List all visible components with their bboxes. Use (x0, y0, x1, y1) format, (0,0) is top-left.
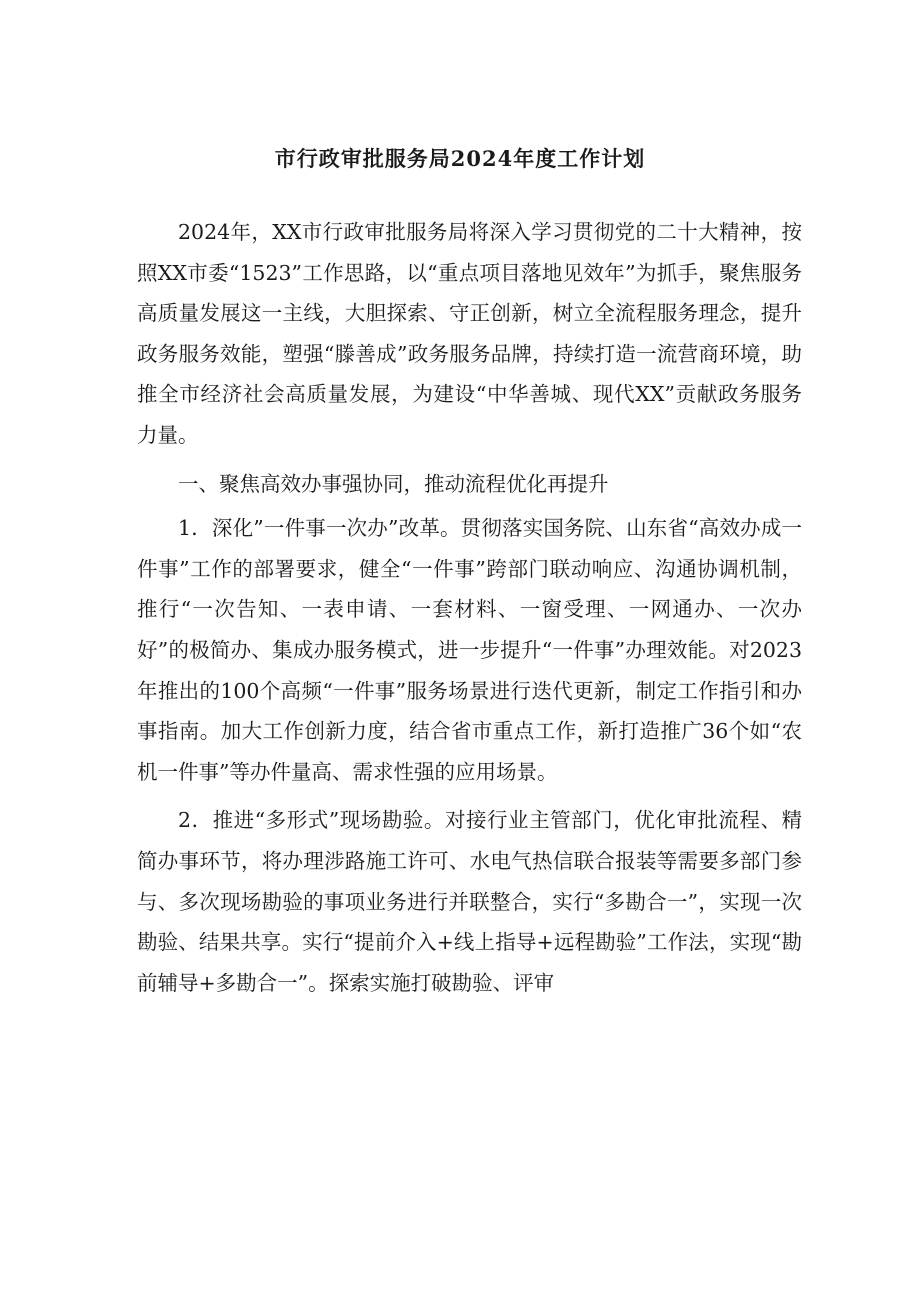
item-1-paragraph: 1．深化”一件事一次办”改革。贯彻落实国务院、山东省“高效办成一件事”工作的部署要求，健全“一件事”跨部门联动响应、沟通协调机制，推行“一次告知、一表申请、一套材料、一窗受理、一网通办、一次办好”的极简办、集成办服务模式，进一步提升“一件事”办理效能。对2023年推出的100个高频“一件事”服务场景进行迭代更新，制定工作指引和办事指南。加大工作创新力度，结合省市重点工作，新打造推广36个如“农机一件事”等办件量高、需求性强的应用场景。 (137, 516, 802, 784)
item-2-paragraph: 2．推进“多形式”现场勘验。对接行业主管部门，优化审批流程、精简办事环节，将办理涉路施工许可、水电气热信联合报装等需要多部门参与、多次现场勘验的事项业务进行并联整合，实行“多勘合一”，实现一次勘验、结果共享。实行“提前介入+线上指导+远程勘验”工作法，实现“勘前辅导+多勘合一”。探索实施打破勘验、评审 (137, 808, 802, 995)
document-title: 市行政审批服务局2024年度工作计划 (274, 146, 646, 171)
intro-paragraph: 2024年，XX市行政审批服务局将深入学习贯彻党的二十大精神，按照XX市委“1523”工作思路，以“重点项目落地见效年”为抓手，聚焦服务高质量发展这一主线，大胆探索、守正创新，树立全流程服务理念，提升政务服务效能，塑强“滕善成”政务服务品牌，持续打造一流营商环境，助推全市经济社会高质量发展，为建设“中华善城、现代XX”贡献政务服务力量。 (137, 220, 802, 447)
section-1-heading: 一、聚焦高效办事强协同，推动流程优化再提升 (178, 471, 609, 496)
document-body (137, 212, 802, 1003)
